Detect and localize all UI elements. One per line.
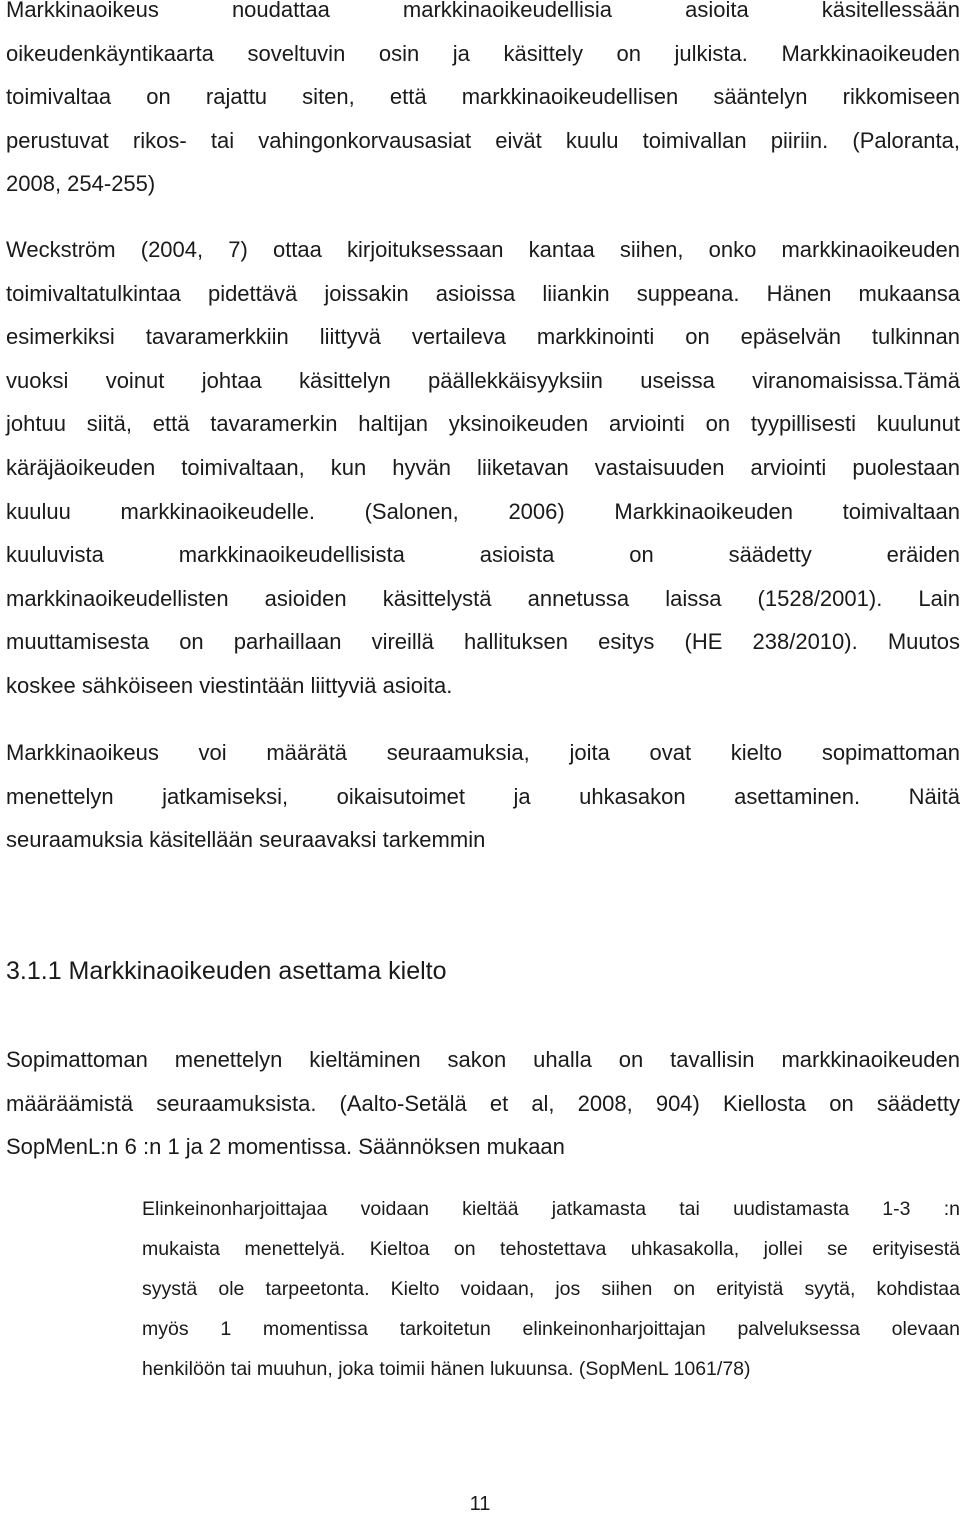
text-line: johtuu siitä, että tavaramerkin haltijan yksinoikeuden arviointi on tyypillisesti kuulunut (6, 411, 960, 437)
page-number: 11 (469, 1493, 491, 1515)
text-line: Markkinaoikeus voi määrätä seuraamuksia, joita ovat kielto sopimattoman (6, 740, 960, 765)
quote-line: myös 1 momentissa tarkoitetun elinkeinonharjoittajan palveluksessa olevaan (142, 1318, 960, 1340)
text-line: Markkinaoikeus noudattaa markkinaoikeudellisia asioita käsitellessään (6, 0, 960, 22)
text-line: kuuluu markkinaoikeudelle. (Salonen, 2006) Markkinaoikeuden toimivaltaan (6, 498, 960, 524)
paragraph-prohibition (6, 1038, 960, 1169)
text-line: menettelyn jatkamiseksi, oikaisutoimet ja uhkasakon asettaminen. Näitä (6, 783, 960, 809)
text-line: toimivaltatulkintaa pidettävä joissakin asioissa liiankin suppeana. Hänen mukaansa (6, 280, 960, 306)
text-line: määräämistä seuraamuksista. (Aalto-Setälä et al, 2008, 904) Kiellosta on säädetty (6, 1090, 960, 1116)
statute-quote (142, 1189, 960, 1389)
text-line: perustuvat rikos- tai vahingonkorvausasiat eivät kuulu toimivallan piiriin. (Paloranta, (6, 127, 960, 153)
quote-line: henkilöön tai muuhun, joka toimii hänen lukuunsa. (SopMenL 1061/78) (142, 1358, 751, 1380)
paragraph-weckstrom (6, 228, 960, 708)
quote-line: syystä ole tarpeetonta. Kielto voidaan, jos siihen on erityistä syytä, kohdistaa (142, 1278, 960, 1300)
section-heading: 3.1.1 Markkinaoikeuden asettama kielto (6, 957, 447, 985)
paragraph-sanctions (6, 731, 960, 862)
text-line: 2008, 254-255) (6, 171, 156, 197)
text-line: käräjäoikeuden toimivaltaan, kun hyvän liiketavan vastaisuuden arviointi puolestaan (6, 454, 960, 480)
text-line: SopMenL:n 6 :n 1 ja 2 momentissa. Säännöksen mukaan (6, 1134, 565, 1160)
text-line: vuoksi voinut johtaa käsittelyn päällekkäisyyksiin useissa viranomaisissa.Tämä (6, 367, 960, 393)
text-line: markkinaoikeudellisten asioiden käsittelystä annetussa laissa (1528/2001). Lain (6, 585, 960, 611)
text-line: Sopimattoman menettelyn kieltäminen sakon uhalla on tavallisin markkinaoikeuden (6, 1047, 960, 1072)
text-line: Weckström (2004, 7) ottaa kirjoituksessaan kantaa siihen, onko markkinaoikeuden (6, 237, 960, 262)
text-line: oikeudenkäyntikaarta soveltuvin osin ja käsittely on julkista. Markkinaoikeuden (6, 40, 960, 66)
quote-line: mukaista menettelyä. Kieltoa on tehostettava uhkasakolla, jollei se erityisestä (142, 1238, 960, 1260)
text-line: seuraamuksia käsitellään seuraavaksi tarkemmin (6, 827, 486, 853)
text-line: muuttamisesta on parhaillaan vireillä hallituksen esitys (HE 238/2010). Muutos (6, 629, 960, 655)
paragraph-jurisdiction (6, 0, 960, 206)
text-line: esimerkiksi tavaramerkkiin liittyvä vertaileva markkinointi on epäselvän tulkinnan (6, 324, 960, 350)
text-line: kuuluvista markkinaoikeudellisista asioista on säädetty eräiden (6, 542, 960, 568)
text-line: toimivaltaa on rajattu siten, että markkinaoikeudellisen sääntelyn rikkomiseen (6, 84, 960, 110)
text-line: koskee sähköiseen viestintään liittyviä asioita. (6, 672, 453, 698)
quote-line: Elinkeinonharjoittajaa voidaan kieltää jatkamasta tai uudistamasta 1-3 :n (142, 1198, 960, 1220)
